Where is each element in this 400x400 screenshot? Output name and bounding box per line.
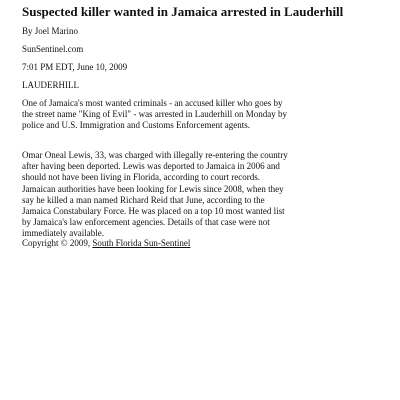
article-paragraph-3: Jamaican authorities have been looking for Lewis since 2008, when they say he killed a man named Richard Reid that June, according to the Jamaica Constabulary Force. He was placed on a top 10 most wanted list by Jamaica's law enforcement agencies. Details of that case were not immediately available. bbox=[22, 184, 285, 238]
dateline: LAUDERHILL bbox=[22, 80, 79, 90]
copyright-link[interactable]: South Florida Sun-Sentinel bbox=[92, 238, 191, 248]
copyright-text: Copyright © 2009, bbox=[22, 238, 93, 248]
byline: By Joel Marino bbox=[22, 26, 78, 36]
source-name: SunSentinel.com bbox=[22, 44, 84, 54]
copyright-line bbox=[22, 238, 190, 248]
headline: Suspected killer wanted in Jamaica arrested in Lauderhill bbox=[22, 4, 344, 19]
article-paragraph-2: Omar Oneal Lewis, 33, was charged with illegally re-entering the country after having been deported. Lewis was deported to Jamaica in 2006 and should not have been living in Florida, according to court records. bbox=[22, 150, 288, 182]
article-paragraph-1: One of Jamaica's most wanted criminals - an accused killer who goes by the street name "King of Evil" - was arrested in Lauderhill on Monday by police and U.S. Immigration and Customs Enforcement agents. bbox=[22, 98, 288, 130]
timestamp: 7:01 PM EDT, June 10, 2009 bbox=[22, 62, 128, 72]
